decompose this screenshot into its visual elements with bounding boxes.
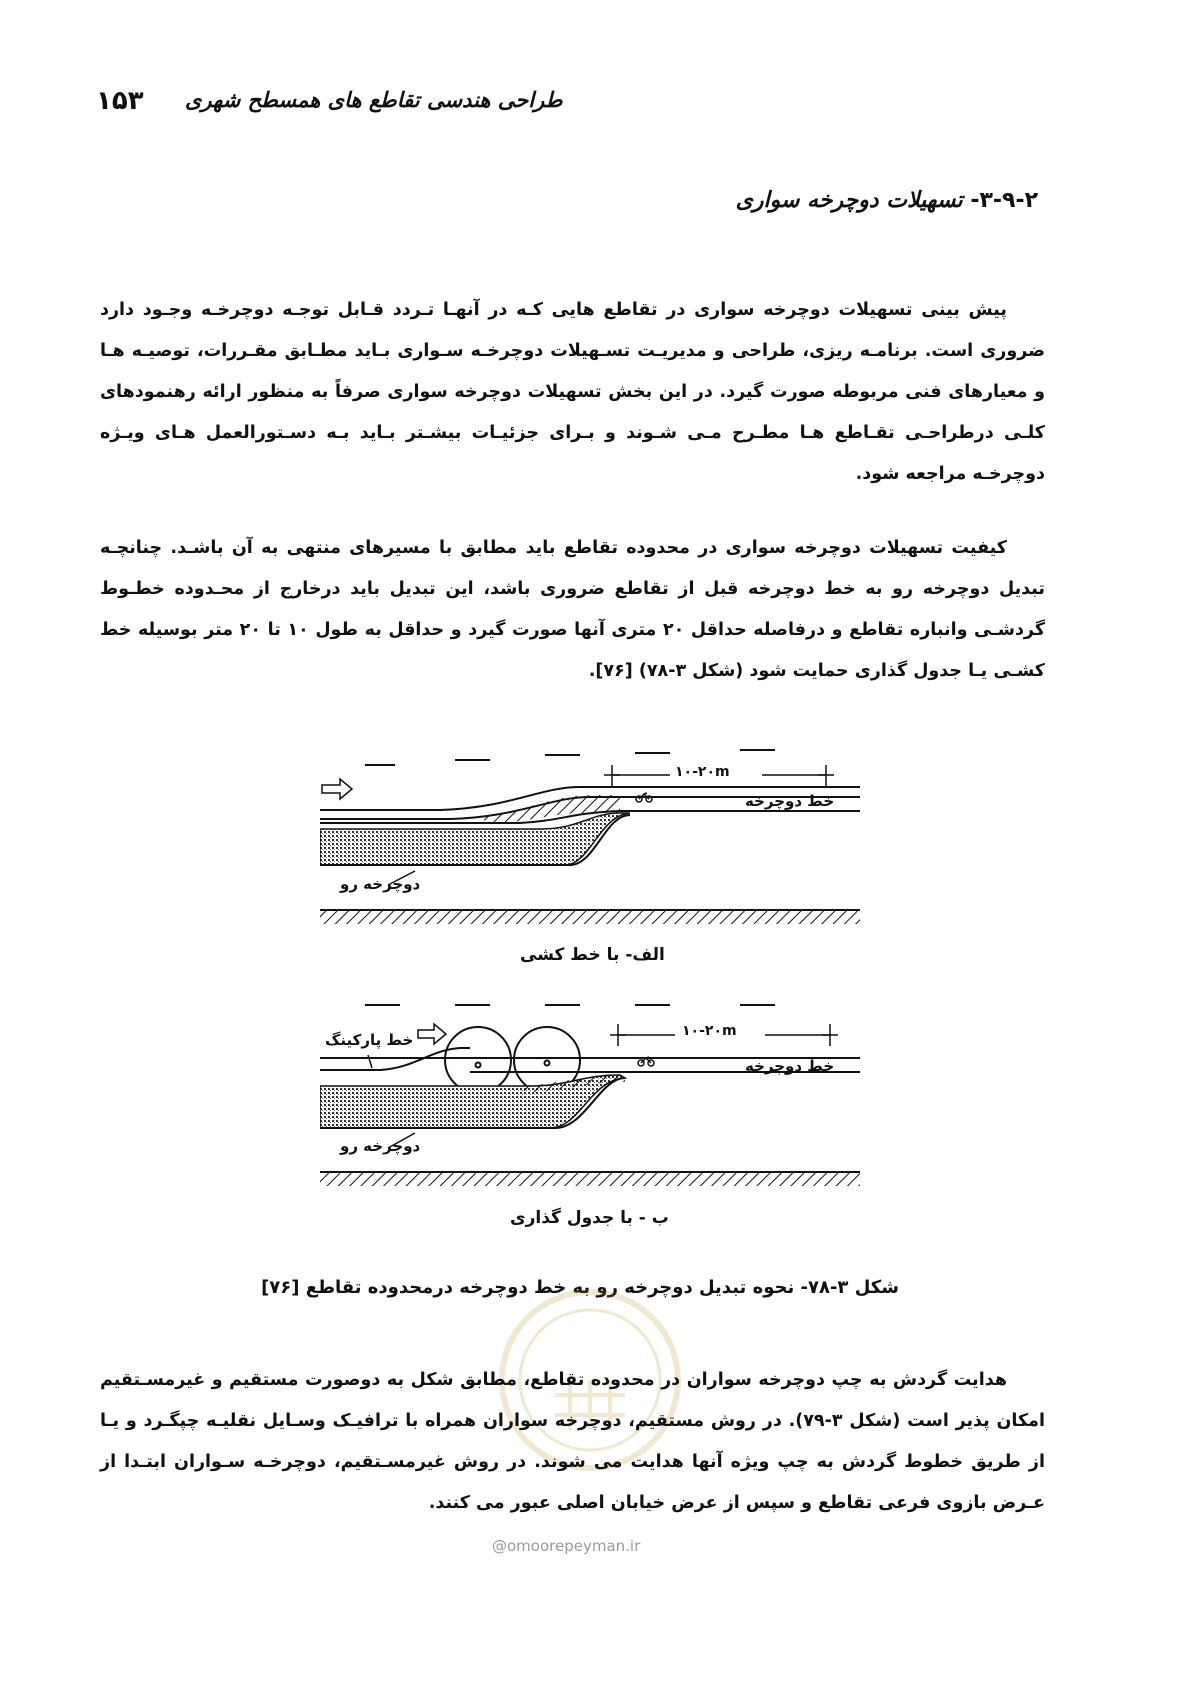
paragraph-quality: کیفیت تسهیلات دوچرخه سواری در محدوده تقاطع باید مطابق با مسیرهای منتهی به آن باشـد. چنانچـه تبدیل دوچرخه رو به خط دوچرخه قبل از تقاطع ضروری باشد، این تبدیل باید درخارج از محـدوده خطـوط گردشـی وانباره تقاطع و درفاصله حداقل ۲۰ متری آنها صورت گیرد و حداقل به طول ۱۰ تا ۲۰ متر بوسیله خط کشـی یـا جدول گذاری حمایت شود (شکل ۳-۷۸) [۷۶]. xyxy=(100,538,1045,681)
figure-caption: شکل ۳-۷۸- نحوه تبدیل دوچرخه رو به خط دوچرخه درمحدوده تقاطع [۷۶] xyxy=(261,1277,899,1298)
section-title: تسهیلات دوچرخه سواری xyxy=(735,188,963,213)
figure-a-dimension: ۱۰-۲۰m xyxy=(675,764,730,780)
paragraph-left-turn: هدایت گردش به چپ دوچرخه سواران در محدوده تقاطع، مطابق شکل به دوصورت مستقیم و غیرمسـتقیم امکان پذیر است (شکل ۳-۷۹). در روش مستقیم، دوچرخه سواران همراه با ترافیـک وسـایل نقلیـه چپگـرد و یـا از طریق خطوط گردش به چپ ویژه آنها هدایت می شوند. در روش غیرمسـتقیم، دوچرخـه سـواران ابتـدا از عـرض بازوی فرعی تقاطع و سپس از عرض خیابان اصلی عبور می کنند. xyxy=(100,1370,1046,1513)
page-number: ۱۵۳ xyxy=(96,86,144,116)
arrow-icon xyxy=(418,1024,446,1044)
figure-a-caption: الف- با خط کشی xyxy=(520,945,665,965)
watermark-site: @omoorepeyman.ir xyxy=(492,1537,641,1555)
figure-a-bike-path-label: دوچرخه رو xyxy=(340,875,421,893)
section-number: ۳-۹-۲- xyxy=(970,188,1038,213)
figure-b-bike-path-label: دوچرخه رو xyxy=(340,1137,421,1155)
figure-a-diagram xyxy=(320,735,860,930)
figure-b-diagram xyxy=(320,1000,860,1195)
figure-b-dimension: ۱۰-۲۰m xyxy=(682,1023,737,1039)
figure-b-parking-label: خط پارکینگ xyxy=(325,1031,414,1049)
figure-a-bike-lane-label: خط دوچرخه xyxy=(745,792,835,810)
paragraph-intro: پیش بینی تسهیلات دوچرخه سواری در تقاطع هایی کـه در آنهـا تـردد قـابل توجـه دوچرخـه وجـود دارد ضروری است. برنامـه ریزی، طراحی و مدیریـت تسـهیلات دوچرخـه سـواری بـاید مطـابق مقـررات، توصیـه هـا و معیارهای فنی مربوطه صورت گیرد. در این بخش تسهیلات دوچرخه سواری صرفاً به منظور ارائه رهنمودهای کلـی درطراحـی تقـاطع هـا مطـرح مـی شـوند و بـرای جزئیـات بیشـتر بـاید بـه دسـتورالعمل هـای ویـژه دوچرخـه مراجعه شود. xyxy=(100,300,1045,484)
section-heading xyxy=(736,188,1038,213)
figure-b-caption: ب - با جدول گذاری xyxy=(510,1208,669,1228)
running-title: طراحی هندسی تقاطع های همسطح شهری xyxy=(185,88,563,112)
arrow-icon xyxy=(322,779,352,799)
lane-dashes xyxy=(365,750,775,765)
figure-b-bike-lane-label: خط دوچرخه xyxy=(745,1057,835,1075)
